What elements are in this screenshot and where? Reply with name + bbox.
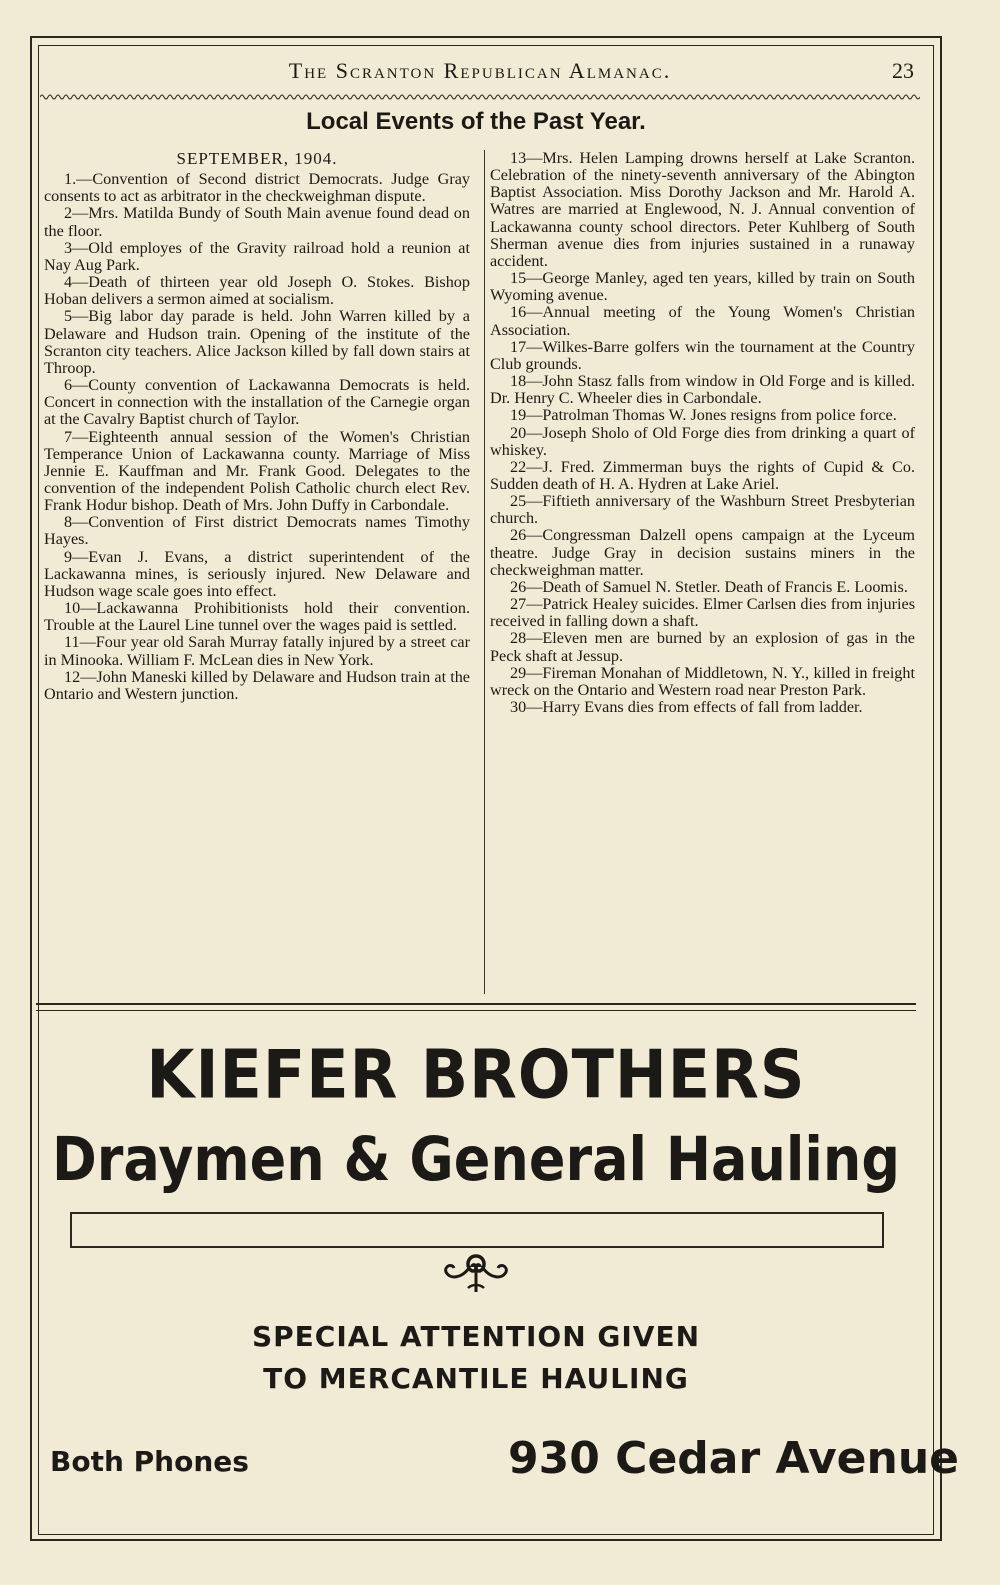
event-entry: 9—Evan J. Evans, a district superintendent of the Lackawanna mines, is seriously injured. New Delaware and Hudson wage scale goes into effect. <box>44 547 470 600</box>
event-entry: 5—Big labor day parade is held. John Warren killed by a Delaware and Hudson train. Opening of the institute of the Scranton city teachers. Alice Jackson killed by fall down stairs at Throop. <box>44 307 470 377</box>
event-entry: 7—Eighteenth annual session of the Women's Christian Temperance Union of Lackawanna county. Marriage of Miss Jennie E. Kauffman and Mr. Frank Good. Delegates to the convention of the independent Polish Catholic church elect Rev. Frank Hodur bishop. Death of Mrs. John Duffy in Carbondale. <box>44 427 470 515</box>
events-column-right <box>490 150 915 716</box>
scroll-ornament-icon <box>436 1250 516 1296</box>
event-entry: 18—John Stasz falls from window in Old Forge and is killed. Dr. Henry C. Wheeler dies in Carbondale. <box>490 372 915 408</box>
event-entry: 15—George Manley, aged ten years, killed by train on South Wyoming avenue. <box>490 269 915 305</box>
column-divider <box>484 150 485 994</box>
ad-address: 930 Cedar Avenue <box>508 1433 959 1484</box>
month-heading: SEPTEMBER, 1904. <box>176 149 338 168</box>
event-entry: 25—Fiftieth anniversary of the Washburn Street Presbyterian church. <box>490 492 915 528</box>
event-entry: 13—Mrs. Helen Lamping drowns herself at Lake Scranton. Celebration of the ninety-seventh anniversary of the Abington Baptist Association. Miss Dorothy Jackson and Mr. Harold A. Watres are married at Englewood, N. J. Annual convention of Lackawanna county school directors. Peter Kuhlberg of South Sherman avenue dies from injuries sustained in a runaway accident. <box>490 149 915 270</box>
event-entry: 12—John Maneski killed by Delaware and Hudson train at the Ontario and Western junction. <box>44 667 470 703</box>
event-entry: 17—Wilkes-Barre golfers win the tournament at the Country Club grounds. <box>490 337 915 373</box>
event-entry: 2—Mrs. Matilda Bundy of South Main avenue found dead on the floor. <box>44 204 470 240</box>
section-heading: Local Events of the Past Year. <box>306 108 646 135</box>
advertisement-divider <box>36 1003 916 1005</box>
event-entry: 26—Congressman Dalzell opens campaign at the Lyceum theatre. Judge Gray in decision sustains miners in the checkweighman matter. <box>490 526 915 579</box>
event-entry: 10—Lackawanna Prohibitionists hold their convention. Trouble at the Laurel Line tunnel over the wages paid is settled. <box>44 599 470 635</box>
event-entry: 6—County convention of Lackawanna Democrats is held. Concert in connection with the installation of the Carnegie organ at the Cavalry Baptist church of Taylor. <box>44 376 470 429</box>
advertisement-divider-thin <box>36 1010 916 1011</box>
event-entry: 16—Annual meeting of the Young Women's Christian Association. <box>490 303 915 339</box>
event-entry: 26—Death of Samuel N. Stetler. Death of Francis E. Loomis. <box>510 577 908 596</box>
ad-tagline-line1: SPECIAL ATTENTION GIVEN <box>251 1320 701 1353</box>
event-entry: 1.—Convention of Second district Democrats. Judge Gray consents to act as arbitrator in the checkweighman dispute. <box>44 170 470 206</box>
page-number: 23 <box>892 58 914 83</box>
event-entry: 20—Joseph Sholo of Old Forge dies from drinking a quart of whiskey. <box>490 423 915 459</box>
running-head <box>40 58 920 92</box>
event-entry: 29—Fireman Monahan of Middletown, N. Y., killed in freight wreck on the Ontario and Western road near Preston Park. <box>490 663 915 699</box>
event-entry: 27—Patrick Healey suicides. Elmer Carlsen dies from injuries received in falling down a shaft. <box>490 595 915 631</box>
ad-tagline-line2: TO MERCANTILE HAULING <box>263 1362 689 1395</box>
event-entry: 4—Death of thirteen year old Joseph O. Stokes. Bishop Hoban delivers a sermon aimed at socialism. <box>44 273 470 309</box>
event-entry: 3—Old employes of the Gravity railroad hold a reunion at Nay Aug Park. <box>44 238 470 274</box>
event-entry: 30—Harry Evans dies from effects of fall from ladder. <box>510 698 863 716</box>
events-column-left <box>44 150 470 703</box>
event-entry: 8—Convention of First district Democrats names Timothy Hayes. <box>44 513 470 549</box>
event-entry: 11—Four year old Sarah Murray fatally injured by a street car in Minooka. William F. McLean dies in New York. <box>44 633 470 669</box>
wavy-rule <box>40 92 920 102</box>
almanac-title: The Scranton Republican Almanac. <box>288 58 672 83</box>
event-entry: 28—Eleven men are burned by an explosion of gas in the Peck shaft at Jessup. <box>490 629 915 665</box>
ad-phones: Both Phones <box>50 1445 249 1478</box>
event-entry: 22—J. Fred. Zimmerman buys the rights of Cupid & Co. Sudden death of H. A. Hydren at Lake Ariel. <box>490 457 915 493</box>
ad-company-name: KIEFER BROTHERS <box>146 1035 806 1114</box>
ad-service: Draymen & General Hauling <box>51 1124 901 1195</box>
event-entry: 19—Patrolman Thomas W. Jones resigns from police force. <box>510 406 897 425</box>
ad-empty-box <box>70 1212 884 1248</box>
